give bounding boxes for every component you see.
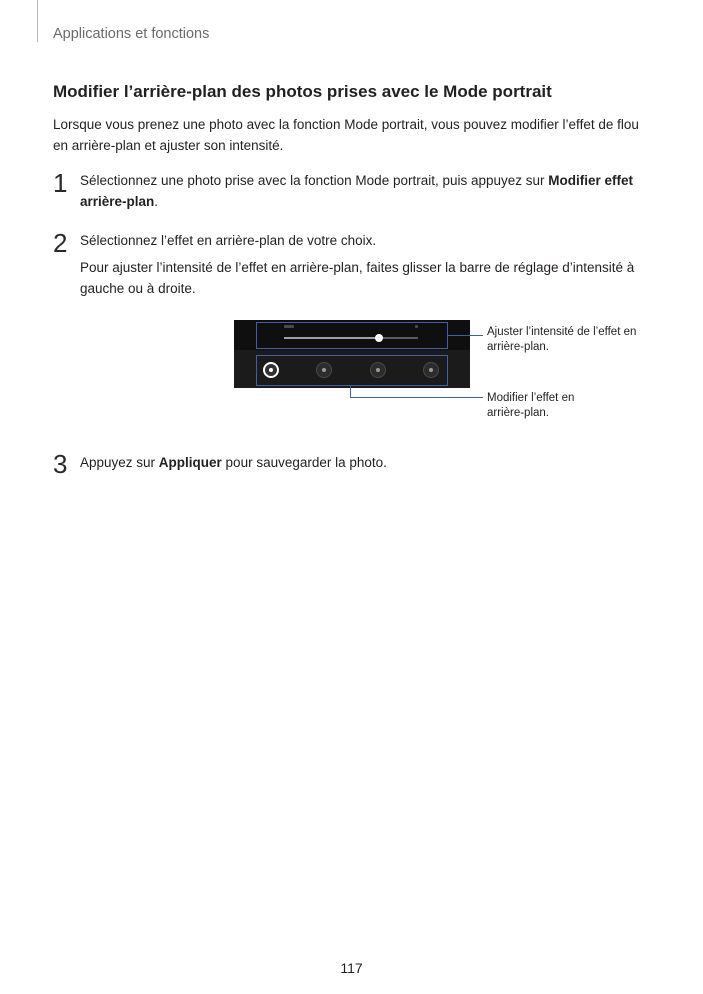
- step-1-bold: Modifier effet arrière-plan: [80, 173, 634, 209]
- callout-intensity-line-1: Ajuster l’intensité de l’effet en: [487, 326, 637, 338]
- step-1-number: 1: [53, 168, 68, 198]
- section-header: Applications et fonctions: [53, 26, 210, 42]
- intro-line-2: en arrière-plan et ajuster son intensité.: [53, 138, 284, 153]
- step-1-text-before: Sélectionnez une photo prise avec la fonction Mode portrait, puis appuyez sur: [80, 173, 549, 188]
- step-3-text-after: pour sauvegarder la photo.: [221, 455, 387, 470]
- intensity-highlight-box: [256, 322, 448, 349]
- callout-intensity-line-2: arrière-plan.: [487, 341, 549, 353]
- step-2-number: 2: [53, 228, 68, 258]
- callout-effect: [487, 391, 647, 421]
- intro-paragraph: [53, 114, 653, 156]
- intensity-leader-line: [448, 335, 483, 336]
- callout-effect-line-2: arrière-plan.: [487, 407, 549, 419]
- effect-highlight-box: [256, 355, 448, 386]
- callout-intensity: [487, 325, 647, 355]
- step-2-text: Sélectionnez l’effet en arrière-plan de votre choix.: [80, 233, 377, 248]
- callout-effect-line-1: Modifier l’effet en: [487, 392, 575, 404]
- step-2-detail: Pour ajuster l’intensité de l’effet en arrière-plan, faites glisser la barre de réglage d’intensité à gauche ou à droite.: [80, 260, 635, 296]
- step-3-number: 3: [53, 449, 68, 479]
- step-1-text: [80, 170, 645, 212]
- step-3-text-before: Appuyez sur: [80, 455, 159, 470]
- step-3-bold: Appliquer: [158, 455, 222, 470]
- header-rule: [37, 0, 38, 42]
- step-1-text-after: .: [154, 194, 159, 209]
- page-title: Modifier l’arrière-plan des photos prises avec le Mode portrait: [53, 82, 552, 101]
- effect-leader-horizontal: [350, 397, 483, 398]
- page-number: 117: [340, 960, 363, 976]
- intro-line-1: Lorsque vous prenez une photo avec la fonction Mode portrait, vous pouvez modifier l’effet de flou: [53, 117, 639, 132]
- step-3-text: [80, 452, 645, 473]
